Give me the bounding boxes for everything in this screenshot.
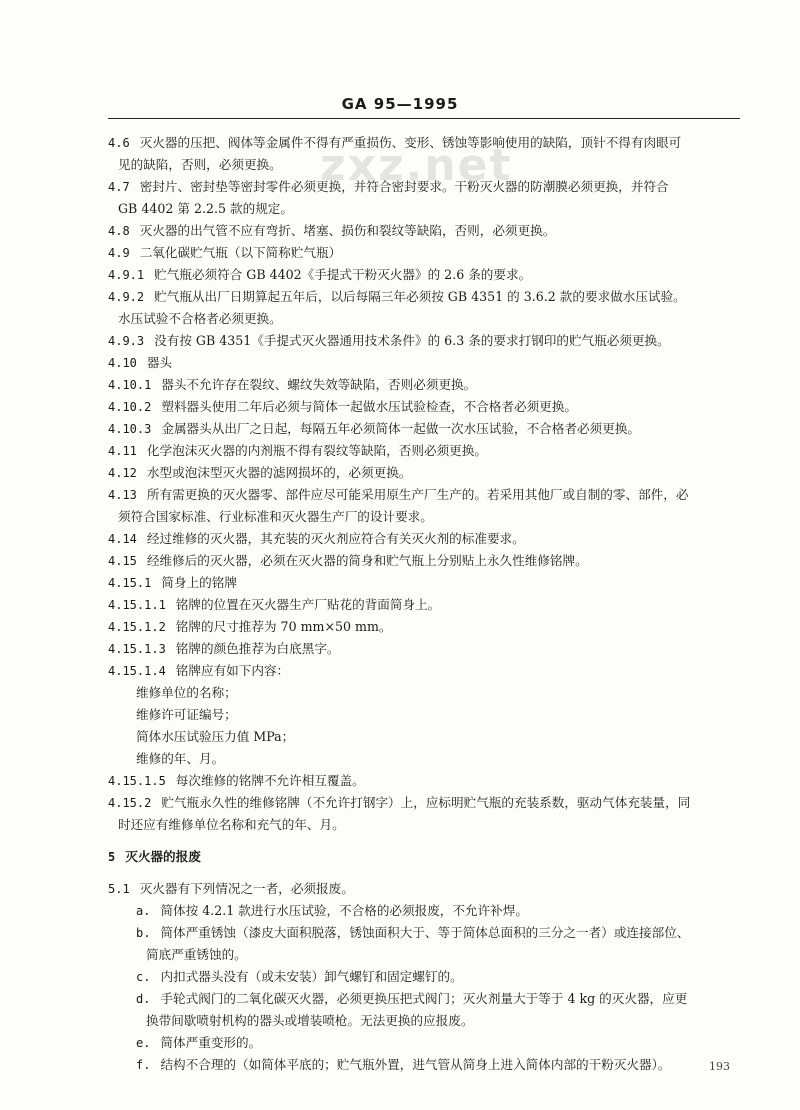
clause-line <box>108 814 746 836</box>
clause-number: 4.8 <box>108 224 130 238</box>
clause-line <box>108 462 746 484</box>
clause-line <box>108 660 746 682</box>
clause-text: 换带间歇喷射机构的器头或增装喷枪。无法更换的应报废。 <box>146 1013 474 1028</box>
clause-line <box>108 1054 746 1076</box>
clause-text: 贮气瓶必须符合 GB 4402《手提式干粉灭火器》的 2.6 条的要求。 <box>154 267 532 282</box>
scrap-conditions-list <box>108 900 746 1076</box>
list-item: 维修单位的名称； <box>136 685 237 700</box>
item-label: a. <box>136 904 151 918</box>
section-gap <box>108 836 746 846</box>
item-label: d. <box>136 992 151 1006</box>
clause-text: 没有按 GB 4351《手提式灭火器通用技术条件》的 6.3 条的要求打钢印的贮气瓶必须更换。 <box>154 333 670 348</box>
clause-text: 水压试验不合格者必须更换。 <box>118 311 282 326</box>
section-heading <box>108 846 746 868</box>
clause-number: 4.15.2 <box>108 796 152 810</box>
document-body <box>108 132 746 1076</box>
clause-line <box>108 330 746 352</box>
clause-text: 结构不合理的（如简体平底的；贮气瓶外置，进气管从简身上进入简体内部的干粉灭火器）。 <box>160 1057 671 1072</box>
clause-number: 4.6 <box>108 136 130 150</box>
item-label: f. <box>136 1058 151 1072</box>
clause-line <box>108 396 746 418</box>
clause-line <box>108 154 746 176</box>
clause-line <box>108 484 746 506</box>
clause-number: 4.11 <box>108 444 137 458</box>
clause-number: 4.15.1.1 <box>108 598 166 612</box>
clause-number: 4.7 <box>108 180 130 194</box>
clause-line <box>108 220 746 242</box>
clause-number: 4.9.1 <box>108 268 145 282</box>
clause-number: 4.15.1.5 <box>108 774 166 788</box>
clause-line <box>108 770 746 792</box>
clause-line <box>108 594 746 616</box>
clause-text: 时还应有维修单位名称和充气的年、月。 <box>118 817 345 832</box>
clause-line <box>108 638 746 660</box>
clause-text: 经过维修的灭火器，其充装的灭火剂应符合有关灭火剂的标准要求。 <box>146 531 525 546</box>
clause-text: 贮气瓶从出厂日期算起五年后，以后每隔三年必须按 GB 4351 的 3.6.2 款的要求做水压试验。 <box>154 289 686 304</box>
clause-line <box>108 1010 746 1032</box>
clause-number: 4.15.1.4 <box>108 664 166 678</box>
clause-line <box>108 286 746 308</box>
clause-text: 手轮式阀门的二氧化碳灭火器，必须更换压把式阀门；灭火剂量大于等于 4 kg 的灭火器，应更 <box>160 991 688 1006</box>
clause-number: 4.12 <box>108 466 137 480</box>
clause-text: 铭牌的尺寸推荐为 70 mm×50 mm。 <box>175 619 392 634</box>
clause-number: 4.10.1 <box>108 378 152 392</box>
clause-line <box>108 944 746 966</box>
clause-number: 4.14 <box>108 532 137 546</box>
clause-line <box>108 966 746 988</box>
clause-line <box>108 988 746 1010</box>
clause-line <box>108 528 746 550</box>
clause-number: 4.9.3 <box>108 334 145 348</box>
clause-number: 4.10.3 <box>108 422 152 436</box>
clause-text: 金属器头从出厂之日起，每隔五年必须简体一起做一次水压试验，不合格者必须更换。 <box>161 421 640 436</box>
clause-line <box>108 792 746 814</box>
clause-text: 简体严重变形的。 <box>160 1035 262 1050</box>
clause-text: 所有需更换的灭火器零、部件应尽可能采用原生产厂生产的。若采用其他厂或自制的零、部件，必 <box>146 487 689 502</box>
clause-number: 4.10.2 <box>108 400 152 414</box>
clause-number: 4.15 <box>108 554 137 568</box>
clause-text: 简体按 4.2.1 款进行水压试验，不合格的必须报废，不允许补焊。 <box>160 903 528 918</box>
clause-line <box>108 418 746 440</box>
clause-text: 简身上的铭牌 <box>161 575 237 590</box>
clause-line <box>108 242 746 264</box>
nameplate-contents-list <box>108 682 746 770</box>
clause-text: 简体严重锈蚀（漆皮大面积脱落，锈蚀面积大于、等于简体总面积的三分之一者）或连接部位、 <box>160 925 690 940</box>
list-item: 维修许可证编号； <box>136 707 237 722</box>
section-gap <box>108 868 746 878</box>
clause-block-4-15-tail <box>108 770 746 836</box>
clause-text: 内扣式器头没有（或未安装）卸气螺钉和固定螺钉的。 <box>160 969 463 984</box>
clause-text: 化学泡沫灭火器的内剂瓶不得有裂纹等缺陷，否则必须更换。 <box>146 443 487 458</box>
item-label: c. <box>136 970 151 984</box>
clause-line <box>108 374 746 396</box>
clause-number: 4.15.1 <box>108 576 152 590</box>
clause-line <box>108 900 746 922</box>
clause-line <box>108 352 746 374</box>
clause-block-4 <box>108 132 746 682</box>
clause-text: 见的缺陷，否则，必须更换。 <box>118 157 282 172</box>
clause-text: 灭火器有下列情况之一者，必须报废。 <box>139 881 354 896</box>
clause-line <box>108 440 746 462</box>
clause-number: 4.15.1.3 <box>108 642 166 656</box>
item-label: e. <box>136 1036 151 1050</box>
clause-line <box>108 176 746 198</box>
clause-line <box>108 132 746 154</box>
clause-text: GB 4402 第 2.2.5 款的规定。 <box>118 201 293 216</box>
clause-line <box>108 572 746 594</box>
clause-text: 每次维修的铭牌不允许相互覆盖。 <box>175 773 365 788</box>
item-label: b. <box>136 926 151 940</box>
page-number: 193 <box>709 1060 730 1073</box>
clause-text: 水型或泡沫型灭火器的滤网损坏的，必须更换。 <box>146 465 412 480</box>
clause-text: 简底严重锈蚀的。 <box>146 947 247 962</box>
clause-line <box>108 264 746 286</box>
clause-line <box>108 616 746 638</box>
clause-text: 铭牌的颜色推荐为白底黑字。 <box>175 641 340 656</box>
clause-line <box>108 550 746 572</box>
clause-number: 5.1 <box>108 882 130 896</box>
header-divider <box>108 118 740 119</box>
clause-number: 4.10 <box>108 356 137 370</box>
clause-line <box>108 506 746 528</box>
clause-text: 铭牌应有如下内容： <box>175 663 290 678</box>
clause-text: 二氧化碳贮气瓶（以下简称贮气瓶） <box>139 245 342 260</box>
clause-text: 贮气瓶永久性的维修铭牌（不允许打钢字）上，应标明贮气瓶的充装系数，驱动气体充装量，同 <box>161 795 691 810</box>
clause-line <box>108 878 746 900</box>
list-item: 简体水压试验压力值 MPa； <box>136 729 295 744</box>
list-item: 维修的年、月。 <box>136 751 225 766</box>
clause-number: 4.9.2 <box>108 290 145 304</box>
watermark: zxz.net <box>320 140 513 191</box>
clause-line <box>108 922 746 944</box>
clause-number: 4.9 <box>108 246 130 260</box>
clause-text: 塑料器头使用二年后必须与简体一起做水压试验检查，不合格者必须更换。 <box>161 399 577 414</box>
clause-text: 器头不允许存在裂纹、螺纹失效等缺陷，否则必须更换。 <box>161 377 477 392</box>
clause-line <box>108 198 746 220</box>
page-header: GA 95—1995 <box>341 95 459 113</box>
clause-text: 须符合国家标准、行业标准和灭火器生产厂的设计要求。 <box>118 509 433 524</box>
clause-text: 经维修后的灭火器，必须在灭火器的简身和贮气瓶上分别贴上永久性维修铭牌。 <box>146 553 588 568</box>
clause-text: 器头 <box>146 355 173 370</box>
clause-text: 灭火器的压把、阀体等金属件不得有严重损伤、变形、锈蚀等影响使用的缺陷，顶针不得有肉眼可 <box>139 135 682 150</box>
clause-number: 4.15.1.2 <box>108 620 166 634</box>
clause-number: 4.13 <box>108 488 137 502</box>
clause-text: 铭牌的位置在灭火器生产厂贴花的背面简身上。 <box>175 597 441 612</box>
clause-line <box>108 1032 746 1054</box>
section-title: 灭火器的报废 <box>125 849 201 864</box>
clause-text: 灭火器的出气管不应有弯折、堵塞、损伤和裂纹等缺陷，否则，必须更换。 <box>139 223 556 238</box>
clause-line <box>108 308 746 330</box>
clause-text: 密封片、密封垫等密封零件必须更换，并符合密封要求。干粉灭火器的防潮膜必须更换，并符合 <box>139 179 669 194</box>
section-number: 5 <box>108 850 116 864</box>
